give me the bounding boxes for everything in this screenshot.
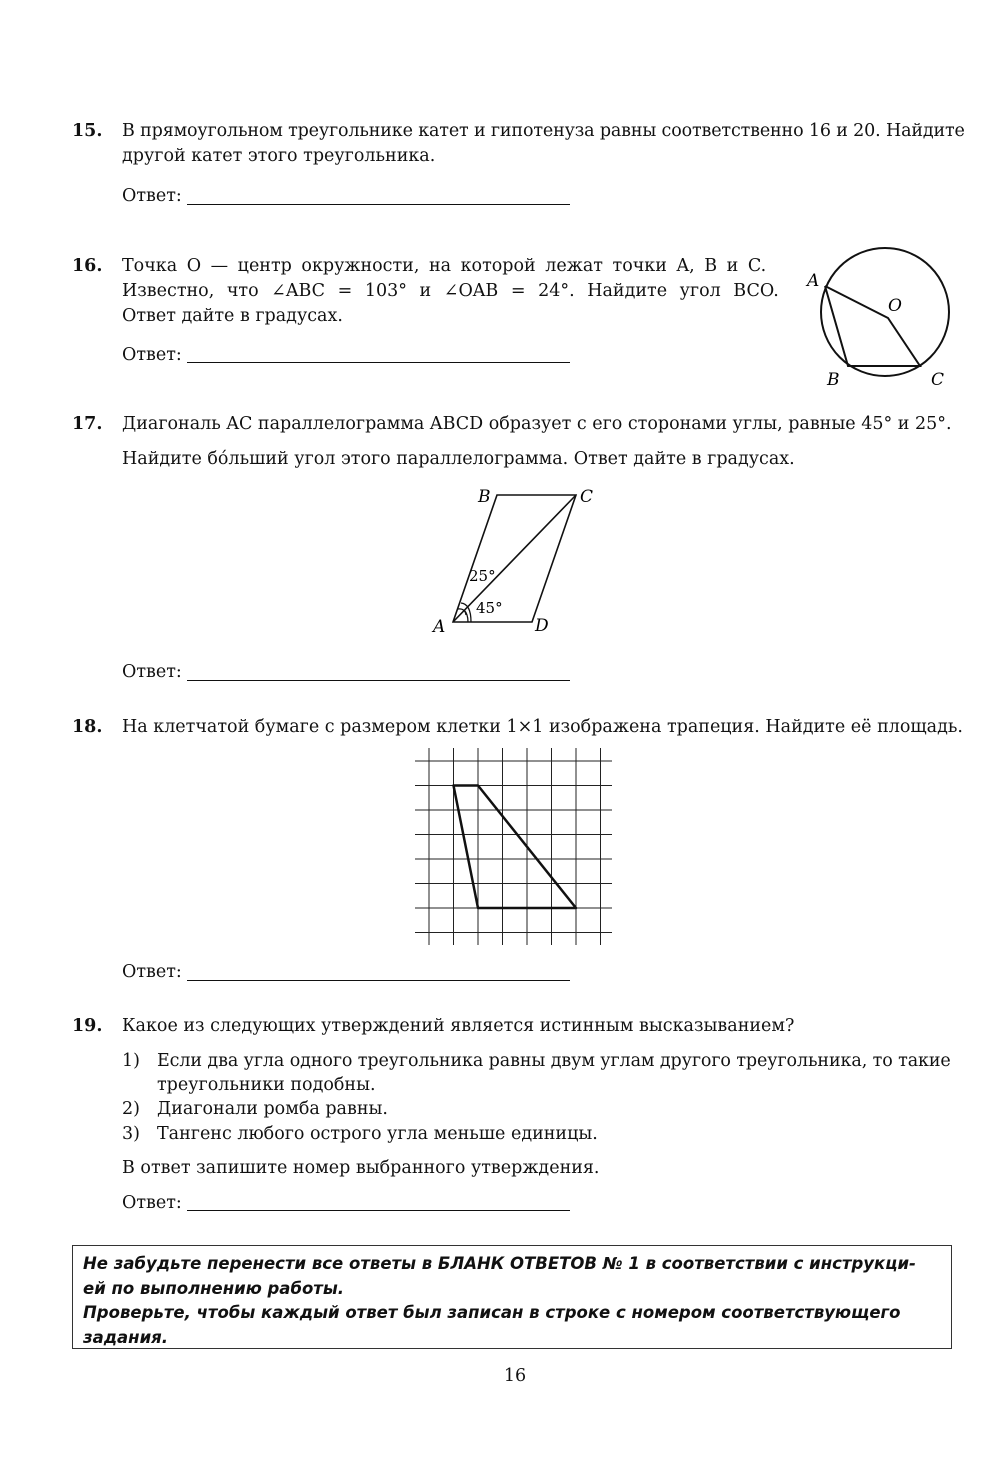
q18-answer-label: Ответ: — [122, 962, 182, 982]
grid-lines — [415, 748, 612, 945]
q15-answer-field[interactable] — [187, 204, 570, 205]
reminder-line4: задания. — [83, 1327, 169, 1347]
reminder-line2: ей по выполнению работы. — [83, 1278, 345, 1298]
q19-option-2-line1: Диагонали ромба равны. — [157, 1099, 388, 1119]
q16-label-B: B — [827, 370, 840, 390]
q16-answer-field[interactable] — [187, 362, 570, 363]
q16-answer-label: Ответ: — [122, 345, 182, 365]
reminder-box — [72, 1245, 952, 1349]
q19-option-1-line1: Если два угла одного треугольника равны двум углам другого треугольника, то такие — [157, 1051, 951, 1071]
q19-option-3-line1: Тангенс любого острого угла меньше единицы. — [157, 1124, 598, 1144]
q15-text-line2: другой катет этого треугольника. — [122, 146, 436, 166]
q16-label-A: A — [807, 271, 820, 291]
q17-number: 17. — [72, 414, 103, 434]
trapezoid — [454, 786, 577, 909]
q17-text-line2: Найдите бо́льший угол этого параллелограмма. Ответ дайте в градусах. — [122, 449, 795, 469]
q16-number: 16. — [72, 256, 103, 276]
q17-answer-label: Ответ: — [122, 662, 182, 682]
q18-answer-field[interactable] — [187, 980, 570, 981]
q16-text-line1: Точка O — центр окружности, на которой лежат точки A, B и C. — [122, 256, 767, 276]
reminder-line3: Проверьте, чтобы каждый ответ был записан в строке с номером соответствующего — [83, 1303, 901, 1322]
q15-number: 15. — [72, 121, 103, 141]
reminder-line1: Не забудьте перенести все ответы в БЛАНК ОТВЕТОВ № 1 в соответствии с инструкци- — [83, 1254, 916, 1273]
diagonal-AC — [453, 495, 576, 622]
q17-parallelogram-figure — [425, 480, 605, 640]
q17-answer-field[interactable] — [187, 680, 570, 681]
q16-circle-figure — [790, 240, 965, 395]
q16-text-line2: Известно, что ∠ABC = 103° и ∠OAB = 24°. Найдите угол BCO. — [122, 281, 779, 301]
q17-label-D: D — [535, 616, 549, 636]
q15-answer-label: Ответ: — [122, 186, 182, 206]
q17-angle-25: 25° — [469, 567, 496, 585]
q18-grid-figure — [405, 740, 620, 955]
quadrilateral-ABCO — [825, 286, 920, 366]
q18-number: 18. — [72, 717, 103, 737]
page-number: 16 — [503, 1366, 527, 1386]
q16-text-line3: Ответ дайте в градусах. — [122, 306, 343, 326]
q19-instruction: В ответ запишите номер выбранного утверждения. — [122, 1158, 600, 1178]
q19-answer-field[interactable] — [187, 1210, 570, 1211]
q19-option-3-number: 3) — [122, 1124, 140, 1144]
q17-text-line1: Диагональ AC параллелограмма ABCD образует с его сторонами углы, равные 45° и 25°. — [122, 414, 952, 434]
q19-number: 19. — [72, 1016, 103, 1036]
q18-text-line1: На клетчатой бумаге с размером клетки 1×1 изображена трапеция. Найдите её площадь. — [122, 717, 963, 737]
q19-option-2-number: 2) — [122, 1099, 140, 1119]
q17-label-C: C — [580, 487, 594, 507]
q17-label-A: A — [433, 617, 446, 637]
q16-label-C: C — [931, 370, 945, 390]
q19-answer-label: Ответ: — [122, 1193, 182, 1213]
q17-label-B: B — [478, 487, 491, 507]
q19-question: Какое из следующих утверждений является истинным высказыванием? — [122, 1016, 795, 1036]
q17-angle-45: 45° — [476, 599, 503, 617]
q19-option-1-number: 1) — [122, 1051, 140, 1071]
q15-text-line1: В прямоугольном треугольнике катет и гипотенуза равны соответственно 16 и 20. Найдите — [122, 121, 965, 141]
q16-label-O: O — [888, 296, 902, 316]
q19-option-1-line2: треугольники подобны. — [157, 1075, 376, 1095]
circle — [821, 248, 949, 376]
